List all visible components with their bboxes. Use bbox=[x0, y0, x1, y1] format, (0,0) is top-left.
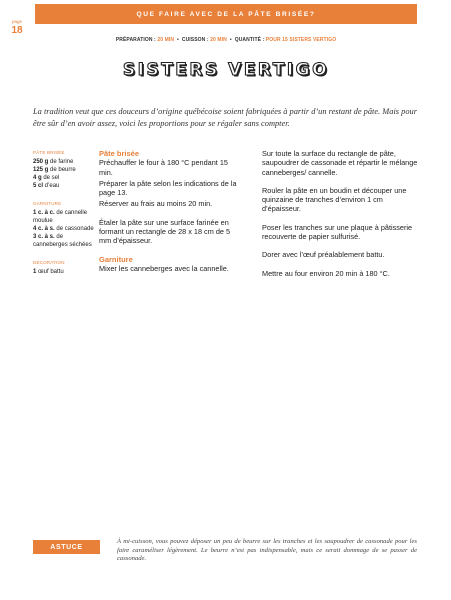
ingredient-name: de canneberges séchées bbox=[33, 234, 92, 248]
chapter-header-bar bbox=[35, 4, 417, 24]
prep-label: PRÉPARATION : bbox=[115, 37, 156, 43]
ingredient-name: de cassonade bbox=[54, 226, 94, 232]
ingredient-group-title: DÉCORATION bbox=[33, 260, 65, 265]
step-text: Préparer la pâte selon les indications de la page 13. bbox=[99, 178, 237, 198]
ingredient-name: de farine bbox=[48, 159, 74, 165]
ingredient-item bbox=[33, 166, 97, 174]
step-text: Préchauffer le four à 180 °C pendant 15 min. bbox=[99, 158, 228, 177]
ingredient-item bbox=[33, 174, 97, 182]
ingredient-qty: 5 cl bbox=[33, 183, 44, 189]
step-section-title: Garniture bbox=[99, 254, 133, 264]
recipe-meta bbox=[35, 37, 417, 43]
step-text: Mettre au four environ 20 min à 180 °C. bbox=[262, 268, 390, 278]
ingredient-qty: 1 c. à c. bbox=[33, 210, 55, 216]
step-text: Poser les tranches sur une plaque à pâtisserie recouverte de papier sulfurisé. bbox=[262, 222, 413, 242]
step-text: Étaler la pâte sur une surface farinée en formant un rectangle de 28 x 18 cm de 5 mm d’épaisseur. bbox=[99, 217, 231, 246]
recipe-intro: La tradition veut que ces douceurs d’origine québécoise soient fabriquées à partir d’un restant de pâte. Mais pour être sûr d’en avoir assez, voici les proportions pour se régaler sans compter. bbox=[33, 107, 417, 128]
ingredient-group-title: PÂTE BRISÉE bbox=[33, 150, 65, 155]
page-number: 18 bbox=[11, 25, 23, 36]
meta-bullet: • bbox=[228, 37, 234, 43]
step-section-title: Pâte brisée bbox=[99, 149, 140, 158]
step-text: Dorer avec l’œuf préalablement battu. bbox=[262, 250, 385, 260]
ingredient-item bbox=[33, 209, 97, 225]
ingredient-item bbox=[33, 233, 97, 249]
ingredients-list bbox=[33, 149, 97, 286]
ingredient-group-pate bbox=[33, 149, 97, 190]
ingredient-item bbox=[33, 268, 97, 276]
step-text: Réserver au frais au moins 20 min. bbox=[99, 199, 213, 209]
ingredient-item bbox=[33, 158, 97, 166]
quantity-label: QUANTITÉ : bbox=[234, 37, 265, 43]
ingredient-qty: 4 g bbox=[33, 175, 42, 181]
cook-value: 20 MIN bbox=[210, 37, 227, 43]
step-text: Rouler la pâte en un boudin et découper une quinzaine de tranches d’environ 1 cm d’épaisseur. bbox=[262, 185, 407, 214]
ingredient-qty: 125 g bbox=[33, 167, 49, 173]
ingredient-name: de cannelle moulue bbox=[33, 210, 88, 224]
ingredient-qty: 4 c. à s. bbox=[33, 226, 55, 232]
ingredient-name: d’eau bbox=[43, 183, 60, 189]
chapter-title: QUE FAIRE AVEC DE LA PÂTE BRISÉE? bbox=[136, 10, 316, 18]
prep-value: 20 MIN bbox=[157, 37, 175, 43]
steps-column-2 bbox=[262, 149, 422, 287]
step-text: Sur toute la surface du rectangle de pâte, saupoudrer de cassonade et répartir le mélange canneberges/ cannelle. bbox=[262, 149, 418, 177]
steps-column-1 bbox=[99, 149, 237, 282]
ingredient-group-decoration bbox=[33, 259, 97, 276]
tip-text: À mi-cuisson, vous pouvez déposer un peu de beurre sur les tranches et les saupoudrer de cassonade pour les faire caraméliser légèrement. Le beurre n’est pas indispensable, mais ce serait dommage de se passer de cassonade. bbox=[117, 538, 417, 563]
page-label: page bbox=[11, 19, 22, 24]
step-text: Mixer les canneberges avec la cannelle. bbox=[99, 263, 229, 273]
ingredient-name: de beurre bbox=[48, 167, 76, 173]
ingredient-qty: 250 g bbox=[33, 159, 49, 165]
ingredient-qty: 1 bbox=[33, 269, 37, 275]
ingredient-group-garniture bbox=[33, 200, 97, 249]
ingredient-name: de sel bbox=[41, 175, 60, 181]
tip-label: ASTUCE bbox=[33, 540, 100, 554]
ingredient-name: œuf battu bbox=[36, 269, 64, 275]
ingredient-item bbox=[33, 225, 97, 233]
ingredient-item bbox=[33, 182, 97, 190]
cook-label: CUISSON : bbox=[181, 37, 209, 43]
meta-bullet: • bbox=[175, 37, 181, 43]
recipe-title: SISTERS VERTIGO bbox=[122, 60, 330, 80]
quantity-value: POUR 15 SISTERS VERTIGO bbox=[265, 37, 337, 43]
ingredient-qty: 3 c. à s. bbox=[33, 234, 55, 240]
ingredient-group-title: GARNITURE bbox=[33, 201, 62, 206]
